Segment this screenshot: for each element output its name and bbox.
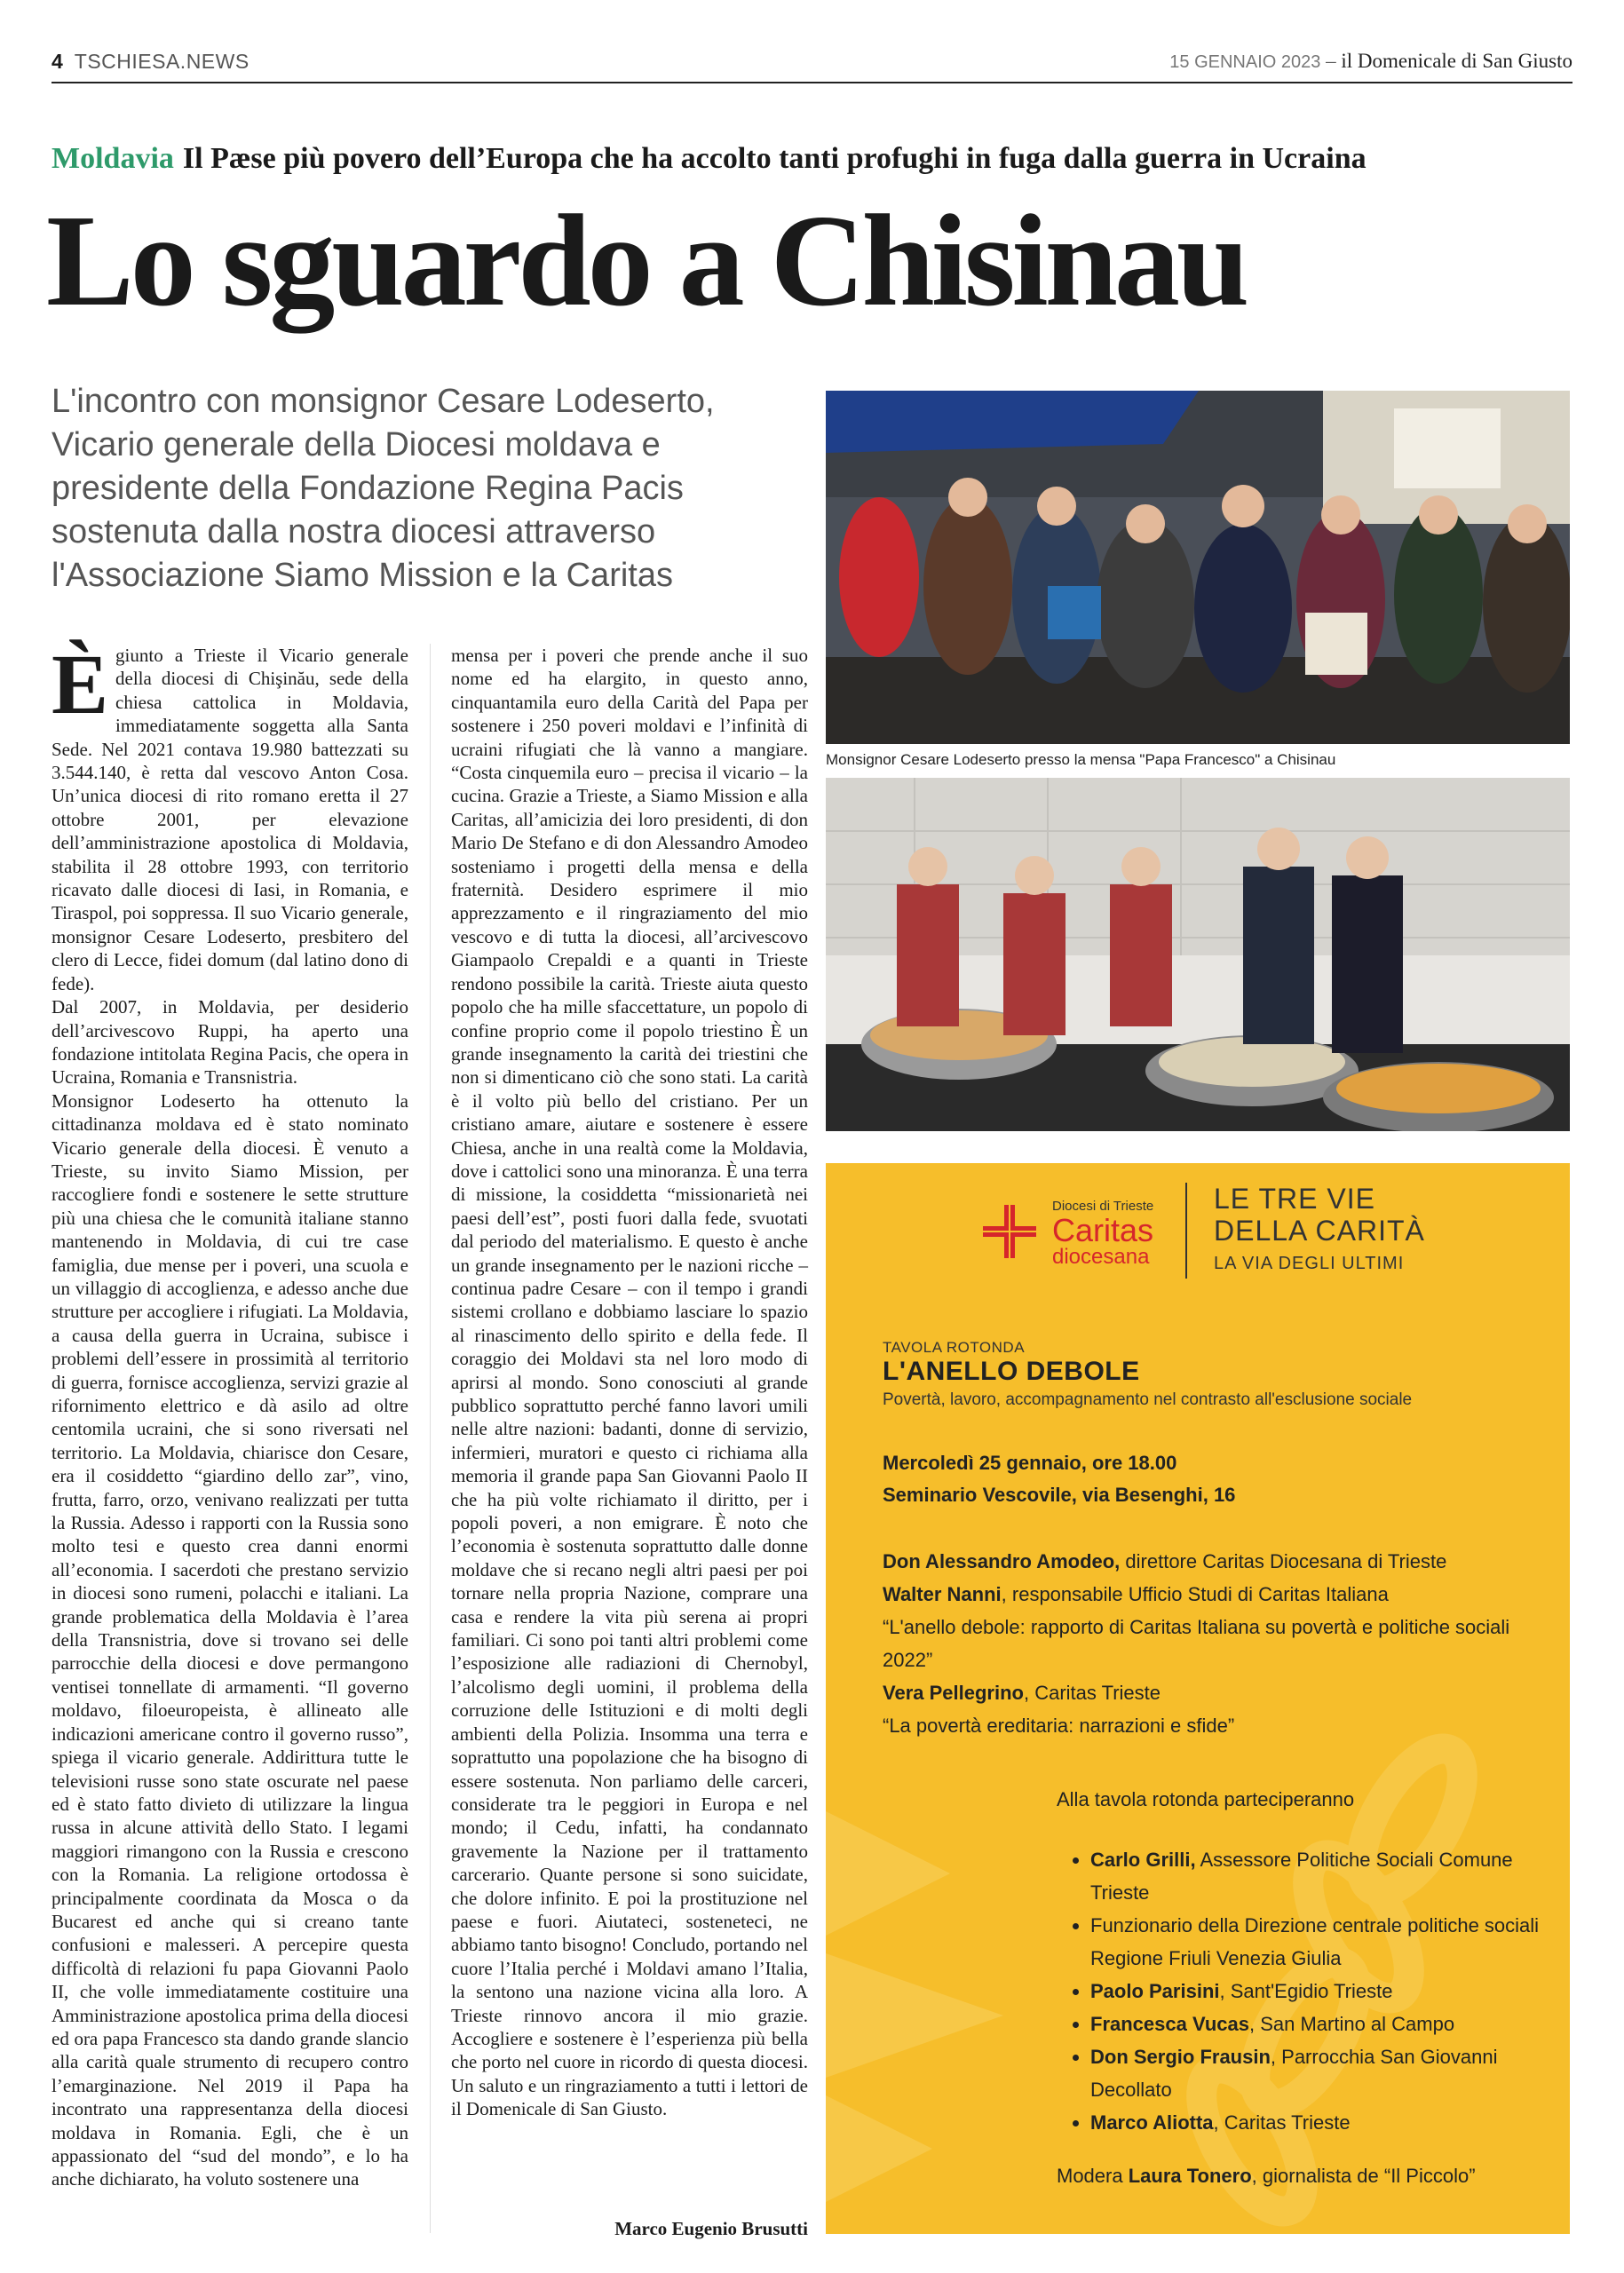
page-header-left [51, 50, 250, 74]
paragraph: mensa per i poveri che prende anche il suo nome ed ha elargito, in questo anno, cinquantamila euro della Carità del Papa per sostenere i 250 poveri moldavi e l’infinità di ucraini rifugiati che là vanno a mangiare. “Costa cinquemila euro – precisa il vicario – la cucina. Grazie a Trieste, a Siamo Mission e alla Caritas, all’amicizia dei loro presidenti, di don Mario De Stefano e di don Alessandro Amodeo sosteniamo i progetti della mensa e della fraternità. Desidero esprimere il mio apprezzamento e il ringraziamento del mio vescovo e di tutta la diocesi, all’arcivescovo Giampaolo Crepaldi e a quanti in Trieste rendono possibile la carità. Trieste aiuta questo popolo che ha mille sfaccettature, un popolo di confine proprio come il popolo triestino È un grande insegnamento la carità dei triestini che non si dimenticano ciò che sono stati. La carità è il volto più bello del cristiano. Per un cristiano amare, aiutare e sostenere è essere Chiesa, anche in una realtà come la Moldavia, dove i cattolici sono una minoranza. È una terra di missione, la cosiddetta “missionarietà nei paesi dell’est”, posti fuori dalla fede, svuotati dal periodo del materialismo. E questo è anche un grande insegnamento per le nazioni ricche – continua padre Cesare – con il tempo i grandi sistemi crollano e dobbiamo lasciare lo spazio al rinascimento dello spirito e della fede. Il coraggio dei Moldavi sta nel loro modo di aprirsi al mondo. Sono conosciuti al grande pubblico soprattutto perché fanno lavori umili nelle altre nazioni: badanti, donne di servizio, infermieri, muratori e questo ci richiama alla memoria il grande papa San Giovanni Paolo II che ha più volte richiamato il diritto, per i popoli poveri, a non emigrare. È noto che l’economia è sostenuta soprattutto dalle donne moldave che si recano negli altri paesi per poi tornare nella propria Nazione, comprare una casa e rendere la vita più serena ai propri familiari. Ci sono poi tanti altri problemi come l’esposizione alle radiazioni di Chernobyl, l’alcolismo degli uomini, il problema della corruzione delle Istituzioni e di molti degli ambienti della Polizia. Insomma una terra e soprattutto una popolazione che ha bisogno di essere sostenuta. Non parliamo delle carceri, considerate tra le peggiori in Europa e nel mondo; il Cedu, infatti, ha condannato gravemente la Nazione per il trattamento carcerario. Quante persone si sono suicidate, che dolore infinito. E poi la prostituzione nel paese e fuori. Aiutateci, sosteneteci, ne abbiamo tanto bisogno! Concludo, portando nel cuore l’Italia perché i Moldavi amano l’Italia, la sentono una nazione vicina alla loro. A Trieste rinnovo ancora il mio grazie. Accogliere e sostenere è l’esperienza più bella che porto nel cuore in ricordo di questa diocesi. Un saluto e un ringraziamento a tutti i lettori de il Domenicale di San Giusto. [451, 645, 808, 2120]
photo-image [826, 391, 1570, 744]
moderator-name: Laura Tonero [1128, 2165, 1252, 2187]
paragraph: Monsignor Lodeserto ha ottenuto la cittadinanza moldava ed è stato nominato Vicario generale della diocesi. È venuto a Trieste, su invito Siamo Mission, per raccogliere fondi e sostenere le sette strutture più una chiesa che le comunità italiane stanno mantenendo in Moldavia, di cui tre case famiglia, due mense per i poveri, una scuola e un villaggio di accoglienza, e adesso anche due strutture per accogliere i rifugiati. La Moldavia, a causa della guerra in Ucraina, subisce i problemi dell’essere in prossimità al territorio di guerra, fornisce accoglienza, servizi grazie al rifornimento elettrico e dà asilo ad oltre centomila ucraini, che si sono riversati nel territorio. La Moldavia, chiarisce don Cesare, era il cosiddetto “giardino dello zar”, vino, frutta, farro, orzo, venivano realizzati per tutta la Russia. Adesso i rapporti con la Russia sono molto tesi e questo crea danni enormi all’economia. I sacerdoti che prestano servizio in diocesi sono rumeni, polacchi e italiani. La grande problematica della Moldavia è l’area della Transnistria, dove si trovano sei delle parrocchie della diocesi e dove permangono ventisei tonnellate di armamenti. “Il governo moldavo, filoeuropeista, è allineato alle indicazioni americane contro il governo russo”, spiega il vicario generale. Addirittura tutte le televisioni russe sono state oscurate nel paese ed è stato fatto divieto di utilizzare la lingua russa in alcune attività dello Stato. I legami maggiori rimangono con la Russia e crescono con la Romania. La religione ortodossa è principalmente coordinata da Mosca o da Bucarest ed anche qui si creano tante confusioni e malesseri. A percepire questa difficoltà di relazioni fu papa Giovanni Paolo II, che volle immediatamente costituire una Amministrazione apostolica prima della diocesi ed ora papa Francesco sta dando grande slancio alla carità quale strumento di recupero contro l’emarginazione. Nel 2019 il Papa ha incontrato una rappresentanza della diocesi moldava in Romania. Egli, che è un appassionato del “sud del mondo”, e lo ha anche dichiarato, ha voluto sostenere una [51, 1089, 408, 2190]
article-column-1 [51, 637, 408, 2191]
logo-divider [1185, 1183, 1187, 1279]
speaker-role: , responsabile Ufficio Studi di Caritas Italiana [1001, 1583, 1389, 1605]
panelist-name: Marco Aliotta [1090, 2111, 1214, 2134]
caritas-cross-icon [981, 1203, 1038, 1260]
event-venue: Seminario Vescovile, via Besenghi, 16 [883, 1484, 1236, 1506]
paper-name: il Domenicale di San Giusto [1341, 50, 1573, 72]
series-subtitle: LA VIA DEGLI ULTIMI [1214, 1254, 1405, 1273]
speaker [883, 1545, 1522, 1578]
panelist-name: Don Sergio Frausin [1090, 2046, 1271, 2068]
paragraph: giunto a Trieste il Vicario generale della diocesi di Chişinău, sede della chiesa cattolica in Moldavia, immediatamente soggetta alla Santa Sede. Nel 2021 contava 19.980 battezzati su 3.544.140, è retta dal vescovo Anton Cosa. Un’unica diocesi di rito romano eretta il 27 ottobre 2001, per elevazione dell’amministrazione apostolica di Moldavia, stabilita il 28 ottobre 1993, con territorio ricavato dalle diocesi di Iasi, in Romania, e Tiraspol, poi soppressa. Il suo Vicario generale, monsignor Cesare Lodeserto, presbitero del clero di Lecce, fidei domum (dal latino dono di fede). [51, 645, 408, 994]
speakers-list [883, 1545, 1522, 1742]
event-kicker: TAVOLA ROTONDA [883, 1339, 1026, 1356]
moderator-line [1057, 2165, 1476, 2188]
moderator-prefix: Modera [1057, 2165, 1129, 2187]
panelist-role: , Parrocchia San Giovanni Decollato [1090, 2046, 1498, 2101]
list-item [1090, 2008, 1552, 2040]
speaker-role: direttore Caritas Diocesana di Trieste [1120, 1550, 1447, 1572]
list-item [1090, 2040, 1552, 2106]
list-item [1090, 2106, 1552, 2139]
article-deck: L'incontro con monsignor Cesare Lodeserto, Vicario generale della Diocesi moldava e presidente della Fondazione Regina Pacis sostenuta dalla nostra diocesi attraverso l'Associazione Siamo Mission e la Caritas [51, 383, 715, 594]
drop-cap: È [51, 637, 109, 732]
issue-date: 15 GENNAIO 2023 [1169, 52, 1321, 72]
series-title-1: LE TRE VIE [1214, 1183, 1375, 1215]
photo-kitchen [826, 778, 1570, 1131]
kicker-topic: Moldavia [51, 142, 174, 175]
caritas-logo-name: Caritas [1052, 1212, 1154, 1248]
list-item [1090, 1909, 1552, 1975]
talk-title: “La povertà ereditaria: narrazioni e sfide” [883, 1715, 1235, 1737]
speaker-name: Don Alessandro Amodeo, [883, 1550, 1121, 1572]
panelist-name: Paolo Parisini [1090, 1980, 1220, 2002]
event-when-where [883, 1447, 1235, 1511]
caritas-logo-pre: Diocesi di Trieste [1052, 1199, 1154, 1214]
caritas-logo-sub: diocesana [1052, 1245, 1150, 1269]
header-rule [51, 82, 1573, 83]
article-column-2 [451, 644, 808, 2121]
speaker [883, 1676, 1522, 1709]
panelist-role: Funzionario della Direzione centrale politiche sociali Regione Friuli Venezia Giulia [1090, 1914, 1540, 1969]
page-number: 4 [51, 50, 64, 73]
event-title: L'ANELLO DEBOLE [883, 1357, 1140, 1386]
photo-caption: Monsignor Cesare Lodeserto presso la mensa "Papa Francesco" a Chisinau [826, 751, 1336, 768]
panelist-role: , Caritas Trieste [1213, 2111, 1351, 2134]
caritas-event-box [826, 1163, 1570, 2234]
talk-title: “L'anello debole: rapporto di Caritas Italiana su povertà e politiche sociali 2022” [883, 1616, 1510, 1671]
moderator-role: , giornalista de “Il Piccolo” [1251, 2165, 1476, 2187]
speaker [883, 1578, 1522, 1611]
panel-intro: Alla tavola rotonda parteciperanno [1057, 1788, 1355, 1810]
site-name[interactable]: TSCHIESA.NEWS [74, 50, 250, 73]
list-item [1090, 1843, 1552, 1909]
separator: – [1326, 50, 1336, 72]
photo-image [826, 778, 1570, 1131]
article-headline: Lo sguardo a Chisinau [46, 188, 1247, 334]
kicker-text: Il Pæse più povero dell’Europa che ha accolto tanti profughi in fuga dalla guerra in Ucraina [182, 142, 1367, 175]
page-header-right [1169, 50, 1573, 73]
panel-list [1071, 1843, 1552, 2139]
series-title-2: DELLA CARITÀ [1214, 1215, 1425, 1247]
panelist-name: Carlo Grilli, [1090, 1849, 1196, 1871]
list-item [1090, 1975, 1552, 2008]
panelist-name: Francesca Vucas [1090, 2013, 1249, 2035]
column-divider [430, 644, 431, 2233]
event-subtitle: Povertà, lavoro, accompagnamento nel contrasto all'esclusione sociale [883, 1390, 1413, 1409]
panelist-role: , San Martino al Campo [1248, 2013, 1455, 2035]
speaker-name: Walter Nanni [883, 1583, 1002, 1605]
speaker-role: , Caritas Trieste [1023, 1682, 1161, 1704]
photo-mensa-group [826, 391, 1570, 744]
panelist-role: Assessore Politiche Sociali Comune Trieste [1090, 1849, 1513, 1904]
panelist-role: , Sant'Egidio Trieste [1219, 1980, 1393, 2002]
event-date: Mercoledì 25 gennaio, ore 18.00 [883, 1452, 1177, 1474]
speaker-name: Vera Pellegrino [883, 1682, 1024, 1704]
paragraph: Dal 2007, in Moldavia, per desiderio dell’arcivescovo Ruppi, ha aperto una fondazione intitolata Regina Pacis, che opera in Ucraina, Romania e Transnistria. [51, 996, 408, 1089]
author-signature: Marco Eugenio Brusutti [614, 2218, 808, 2239]
article-kicker [51, 142, 1367, 176]
